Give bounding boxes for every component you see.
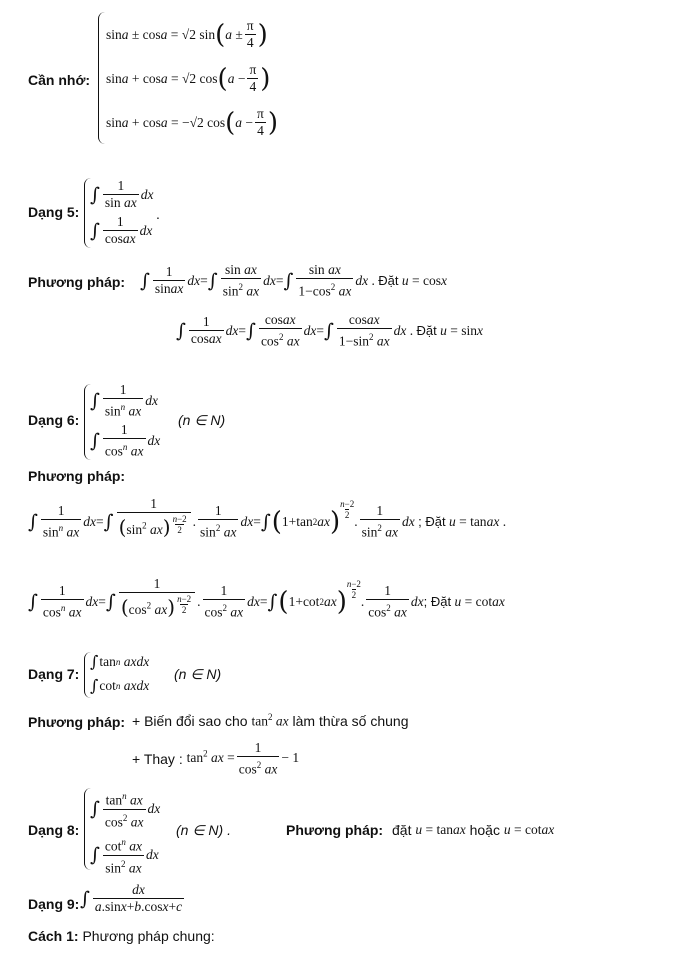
label-dang-7: Dạng 7: <box>28 666 80 682</box>
integral-1-over-sin: ∫ $\frac{1}{\text{sin ax}}$ dx <box>90 178 154 210</box>
hoac-text: hoặc <box>469 822 500 838</box>
label-phuong-phap-7: Phương pháp: <box>28 714 126 730</box>
method5-line2: ∫ $\frac{1}{\text{cosax}}$ dx = ∫ $\frac{\text{cosax}}{\cos^2 ax}$ dx = ∫ $\frac{\text{cosax}}{1-\sin^2 ax}$ dx . Đặt u = sin x <box>176 312 483 349</box>
label-phuong-phap-5: Phương pháp: <box>28 274 126 290</box>
dang6-condition: (n ∈ N) <box>178 412 226 428</box>
method7-line2: + Thay : $\tan^2$ ax = $\frac{1}{\cos^2 ax}$ − 1 <box>132 740 300 777</box>
label-cach-1: Cách 1: <box>28 928 79 944</box>
dat-label-1: Đặt <box>378 273 399 289</box>
integral-cot-n: ∫ cot n axdx <box>90 676 150 695</box>
method6-line2: ∫ $\frac{1}{\cos^n ax}$ dx = ∫ 1 ($\cos^2$ ax) $\frac{n-2}{2}$ . $\frac{1}{\cos^2 ax}$ dx = ∫ ( 1+cot 2 ax ) n−2 2 . $\frac{1}{\cos^2 ax}$ dx ; Đặt u = cot ax <box>28 576 505 627</box>
dat-label-4: ; Đặt <box>423 594 452 609</box>
formula-sin-plus-cos: sin a + cos a = √2 cos ( a − $\frac{\pi}{4}$ ) <box>106 62 271 94</box>
dat-lower-text: đặt <box>392 822 412 838</box>
method8: đặt u = tanax hoặc u = cotax <box>392 822 555 838</box>
brace-can-nho <box>98 12 105 144</box>
integral-1-over-cos-n: ∫ $\frac{1}{\cos^n ax}$ dx <box>90 422 161 459</box>
method5-line1: ∫ $\frac{1}{\text{sinax}}$ dx = ∫ $\frac{\text{sin ax}}{\sin^2 ax}$ dx = ∫ $\frac{\text{sin ax}}{1-\cos^2 ax}$ dx . Đặt u = cos x <box>140 262 447 299</box>
dang7-condition: (n ∈ N) <box>174 666 222 682</box>
cach-1 <box>28 928 215 944</box>
integral-tan-n: ∫ tan n axdx <box>90 652 150 671</box>
bien-doi-text: + Biến đổi sao cho <box>132 712 248 729</box>
lam-thua-so-text: làm thừa số chung <box>292 712 409 729</box>
integral-tan-n-over-cos2: ∫ $\frac{\tan^n ax}{\cos^2 ax}$ dx <box>90 791 161 829</box>
label-phuong-phap-8: Phương pháp: <box>286 822 384 838</box>
label-dang-9: Dạng 9: <box>28 896 80 912</box>
dat-label-2: Đặt <box>416 323 437 339</box>
integral-1-over-cos: ∫ $\frac{1}{\text{cosax}}$ dx <box>90 214 153 246</box>
label-can-nho: Cần nhớ: <box>28 72 91 88</box>
integral-1-over-sin-n: ∫ $\frac{1}{\sin^n ax}$ dx <box>90 382 159 419</box>
label-dang-8: Dạng 8: <box>28 822 80 838</box>
dang8-condition: (n ∈ N) . <box>176 822 231 838</box>
dat-label-3: ; Đặt <box>418 514 446 529</box>
cach-1-text: Phương pháp chung: <box>82 928 215 944</box>
dang5-period: . <box>156 206 160 222</box>
label-dang-6: Dạng 6: <box>28 412 80 428</box>
method6-line1: ∫ $\frac{1}{\sin^n ax}$ dx = ∫ 1 ($\sin^2$ ax) $\frac{n-2}{2}$ . $\frac{1}{\sin^2 ax}$ dx = ∫ ( 1+tan 2 ax ) n−2 2 . $\frac{1}{\sin^2 ax}$ dx ; Đặt u = tan ax . <box>28 496 506 547</box>
formula-sin-plus-minus-cos: sin a ± cos a = √2 sin ( a ± $\frac{\pi}{4}$ ) <box>106 18 268 50</box>
thay-text: + Thay : <box>132 750 183 767</box>
label-phuong-phap-6: Phương pháp: <box>28 468 126 484</box>
integral-cot-n-over-sin2: ∫ $\frac{\cot^n ax}{\sin^2 ax}$ dx <box>90 837 159 875</box>
integral-dang-9: ∫ $\frac{dx}{a.\sin x+b.\cos x+c}$ <box>80 882 183 914</box>
label-dang-5: Dạng 5: <box>28 204 80 220</box>
method7-line1: + Biến đổi sao cho $\tan^2$ ax làm thừa số chung <box>132 712 409 729</box>
formula-sin-plus-cos-neg: sin a + cos a = −√2 cos ( a − $\frac{\pi}{4}$ ) <box>106 106 279 138</box>
